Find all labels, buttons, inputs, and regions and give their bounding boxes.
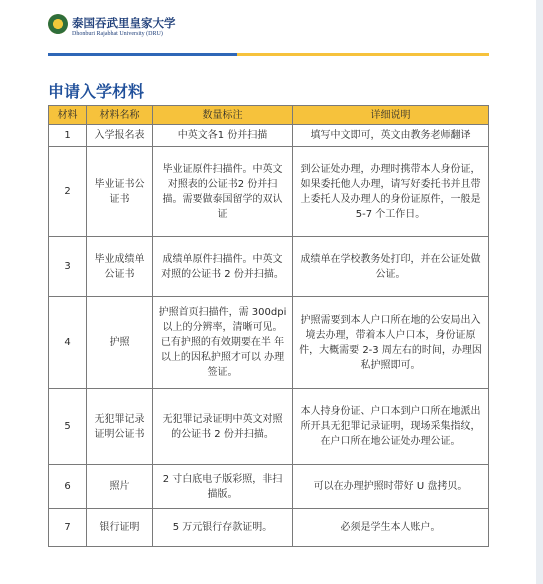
header-rule-yellow xyxy=(237,53,489,56)
column-header-name: 材料名称 xyxy=(87,106,153,125)
cell-details: 到公证处办理，办理时携带本人身份证，如果委托他人办理，请写好委托书并且带上委托人及办理人的身份证原件，一般是 5-7 个工作日。 xyxy=(293,147,489,237)
cell-no: 7 xyxy=(49,509,87,547)
table-row xyxy=(49,389,489,465)
cell-no: 2 xyxy=(49,147,87,237)
cell-name: 照片 xyxy=(87,465,153,509)
cell-name: 入学报名表 xyxy=(87,125,153,147)
cell-name: 毕业证书公证书 xyxy=(87,147,153,237)
cell-details: 护照需要到本人户口所在地的公安局出入境去办理，带着本人户口本，身份证原件，大概需要 2-3 周左右的时间，办理因私护照即可。 xyxy=(293,297,489,389)
cell-no: 3 xyxy=(49,237,87,297)
cell-quantity: 中英文各1 份并扫描 xyxy=(153,125,293,147)
cell-name: 护照 xyxy=(87,297,153,389)
cell-no: 5 xyxy=(49,389,87,465)
table-row xyxy=(49,297,489,389)
cell-details: 可以在办理护照时带好 U 盘拷贝。 xyxy=(293,465,489,509)
table-row xyxy=(49,147,489,237)
cell-name: 无犯罪记录证明公证书 xyxy=(87,389,153,465)
cell-no: 6 xyxy=(49,465,87,509)
cell-quantity: 护照首页扫描件，需 300dpi 以上的分辨率，清晰可见。已有护照的有效期要在半 年以上的因私护照才可以 办理签证。 xyxy=(153,297,293,389)
university-header xyxy=(48,10,528,54)
header-rule-blue xyxy=(48,53,237,56)
cell-details: 本人持身份证、户口本到户口所在地派出所开具无犯罪记录证明，现场采集指纹，在户口所在地公证处办理公证。 xyxy=(293,389,489,465)
materials-table xyxy=(48,105,489,547)
cell-quantity: 5 万元银行存款证明。 xyxy=(153,509,293,547)
cell-quantity: 成绩单原件扫描件。中英文对照的公证书 2 份并扫描。 xyxy=(153,237,293,297)
column-header-quantity: 数量标注 xyxy=(153,106,293,125)
page-edge-strip xyxy=(536,0,543,584)
university-name-cn: 泰国吞武里皇家大学 xyxy=(72,16,176,30)
cell-no: 4 xyxy=(49,297,87,389)
section-title: 申请入学材料 xyxy=(48,82,145,101)
university-name-en: Dhonburi Rajabhat University (DRU) xyxy=(72,31,163,37)
cell-quantity: 毕业证原件扫描件。中英文对照表的公证书2 份并扫描。需要做泰国留学的双认证 xyxy=(153,147,293,237)
cell-no: 1 xyxy=(49,125,87,147)
column-header-details: 详细说明 xyxy=(293,106,489,125)
table-row xyxy=(49,237,489,297)
cell-quantity: 2 寸白底电子版彩照，非扫描版。 xyxy=(153,465,293,509)
cell-quantity: 无犯罪记录证明中英文对照的公证书 2 份并扫描。 xyxy=(153,389,293,465)
table-header-row xyxy=(49,106,489,125)
table-row xyxy=(49,509,489,547)
cell-name: 毕业成绩单公证书 xyxy=(87,237,153,297)
column-header-no: 材料 xyxy=(49,106,87,125)
cell-name: 银行证明 xyxy=(87,509,153,547)
university-seal-icon xyxy=(48,14,68,34)
table-row xyxy=(49,125,489,147)
table-row xyxy=(49,465,489,509)
cell-details: 必须是学生本人账户。 xyxy=(293,509,489,547)
cell-details: 成绩单在学校教务处打印，并在公证处做公证。 xyxy=(293,237,489,297)
cell-details: 填写中文即可，英文由教务老师翻译 xyxy=(293,125,489,147)
